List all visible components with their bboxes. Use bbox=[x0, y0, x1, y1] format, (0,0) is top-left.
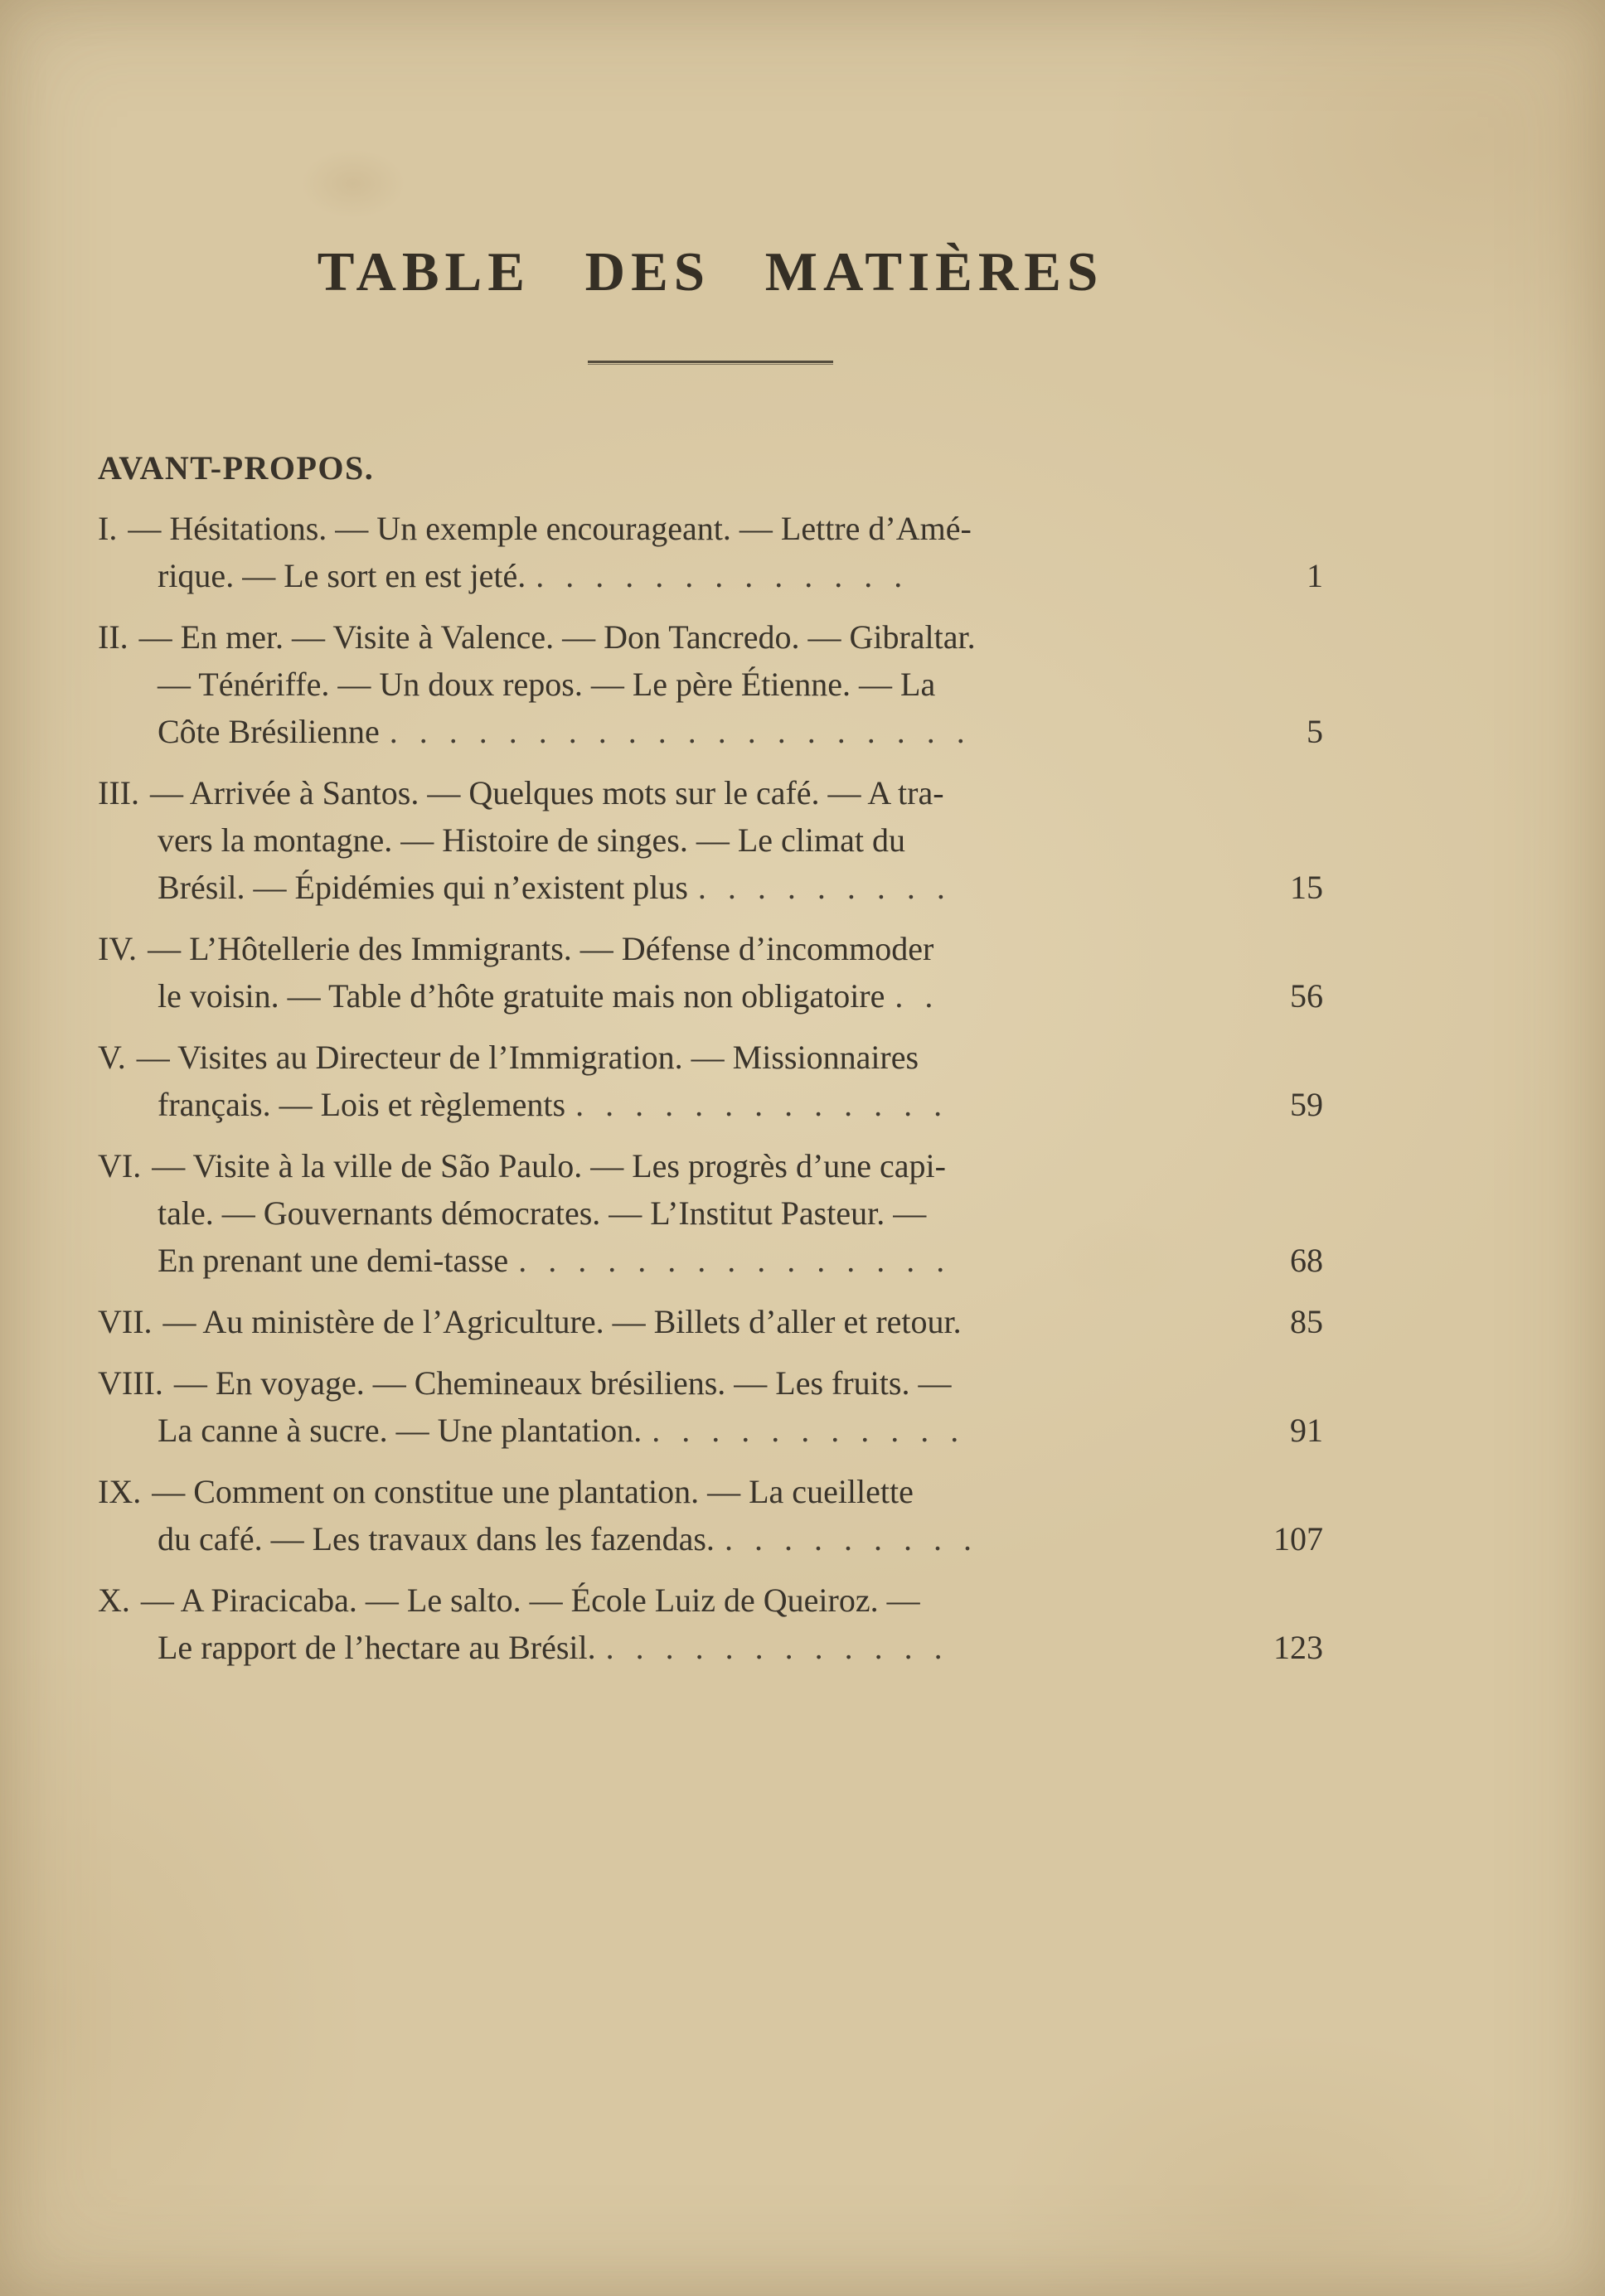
toc-entry-text: — Visite à la ville de São Paulo. — Les progrès d’une capi- bbox=[152, 1147, 946, 1184]
toc-entry-numeral: I. bbox=[98, 510, 118, 547]
dot-leader: . . bbox=[895, 977, 940, 1015]
toc-entry-text: — L’Hôtellerie des Immigrants. — Défense d’incommoder bbox=[148, 930, 934, 967]
toc-entry-numeral: IV. bbox=[98, 930, 138, 967]
toc-entry-line bbox=[98, 505, 1323, 552]
toc-entry-numeral: III. bbox=[98, 774, 139, 811]
toc-entry-line bbox=[98, 1359, 1323, 1407]
toc-entry-line bbox=[98, 1081, 1323, 1128]
dot-leader: . . . . . . . . . . . . . . . bbox=[518, 1242, 952, 1279]
toc-entry-page-number: 91 bbox=[1290, 1412, 1323, 1449]
toc-entry-text: — Hésitations. — Un exemple encourageant. — Lettre d’Amé- bbox=[128, 510, 972, 547]
toc-entry-page-number: 5 bbox=[1307, 713, 1323, 750]
toc-entry-line bbox=[98, 816, 1323, 864]
toc-entries bbox=[98, 505, 1323, 1671]
toc-entry-text: Côte Brésilienne bbox=[158, 713, 380, 750]
toc-entry-text: vers la montagne. — Histoire de singes. — Le climat du bbox=[158, 821, 906, 859]
toc-entry-line bbox=[98, 1189, 1323, 1237]
toc-entry-numeral: II. bbox=[98, 618, 128, 656]
toc-entry-text: — Au ministère de l’Agriculture. — Billets d’aller et retour. bbox=[162, 1303, 962, 1340]
table-of-contents bbox=[98, 444, 1323, 1671]
avant-propos-heading: AVANT-PROPOS. bbox=[98, 449, 375, 487]
toc-entry-numeral: VIII. bbox=[98, 1364, 163, 1402]
toc-entry bbox=[98, 1577, 1323, 1671]
toc-entry-page-number: 56 bbox=[1290, 977, 1323, 1015]
toc-entry-text: rique. — Le sort en est jeté. bbox=[158, 557, 526, 594]
toc-entry-line bbox=[98, 1407, 1323, 1454]
toc-entry-numeral: VII. bbox=[98, 1303, 153, 1340]
toc-entry bbox=[98, 1142, 1323, 1284]
toc-entry-text: — Ténériffe. — Un doux repos. — Le père Étienne. — La bbox=[158, 666, 936, 703]
toc-entry-numeral: V. bbox=[98, 1039, 126, 1076]
title-divider bbox=[588, 361, 833, 365]
page-content bbox=[98, 0, 1323, 1685]
toc-entry bbox=[98, 1359, 1323, 1454]
toc-entry bbox=[98, 1298, 1323, 1345]
toc-entry-page-number: 15 bbox=[1290, 869, 1323, 906]
dot-leader: . . . . . . . . . . . . . . . . . . . . bbox=[389, 713, 972, 750]
toc-entry-text: tale. — Gouvernants démocrates. — L’Institut Pasteur. — bbox=[158, 1194, 927, 1232]
toc-entry-text: du café. — Les travaux dans les fazendas. bbox=[158, 1520, 715, 1557]
toc-entry-text: La canne à sucre. — Une plantation. bbox=[158, 1412, 642, 1449]
dot-leader: . . . . . . . . . . . . . bbox=[536, 557, 909, 594]
toc-entry-page-number: 1 bbox=[1307, 557, 1323, 594]
dot-leader: . . . . . . . . . bbox=[697, 869, 952, 906]
toc-entry-line bbox=[98, 613, 1323, 661]
toc-entry-line bbox=[98, 661, 1323, 708]
toc-entry-page-number: 123 bbox=[1273, 1629, 1323, 1666]
toc-entry-line bbox=[98, 1298, 1323, 1345]
toc-entry-line bbox=[98, 708, 1323, 755]
toc-entry bbox=[98, 1468, 1323, 1562]
toc-entry-line bbox=[98, 925, 1323, 972]
toc-entry-line bbox=[98, 1034, 1323, 1081]
toc-entry bbox=[98, 769, 1323, 911]
toc-entry-line bbox=[98, 1624, 1323, 1671]
toc-entry-page-number: 59 bbox=[1290, 1086, 1323, 1123]
toc-entry-text: français. — Lois et règlements bbox=[158, 1086, 566, 1123]
toc-entry-line bbox=[98, 864, 1323, 911]
toc-entry-line bbox=[98, 972, 1323, 1020]
toc-entry-text: — Comment on constitue une plantation. — La cueillette bbox=[152, 1473, 914, 1510]
toc-entry-line bbox=[98, 1515, 1323, 1562]
toc-entry-line bbox=[98, 552, 1323, 599]
toc-entry bbox=[98, 925, 1323, 1020]
toc-entry bbox=[98, 1034, 1323, 1128]
toc-entry-numeral: X. bbox=[98, 1582, 130, 1619]
toc-entry-line bbox=[98, 1468, 1323, 1515]
dot-leader: . . . . . . . . . . . bbox=[652, 1412, 966, 1449]
toc-entry-page-number: 85 bbox=[1290, 1303, 1323, 1340]
dot-leader: . . . . . . . . . . . . bbox=[605, 1629, 949, 1666]
toc-entry bbox=[98, 613, 1323, 755]
toc-entry-line bbox=[98, 1237, 1323, 1284]
toc-entry-numeral: VI. bbox=[98, 1147, 142, 1184]
toc-entry-page-number: 68 bbox=[1290, 1242, 1323, 1279]
toc-entry-line bbox=[98, 1577, 1323, 1624]
toc-entry-text: Le rapport de l’hectare au Brésil. bbox=[158, 1629, 596, 1666]
toc-entry-text: — Visites au Directeur de l’Immigration. — Missionnaires bbox=[136, 1039, 919, 1076]
toc-entry-text: Brésil. — Épidémies qui n’existent plus bbox=[158, 869, 688, 906]
dot-leader: . . . . . . . . . . . . . bbox=[575, 1086, 949, 1123]
dot-leader: . . . . . . . . . bbox=[724, 1520, 978, 1557]
toc-entry-page-number: 107 bbox=[1273, 1520, 1323, 1557]
toc-entry-text: — Arrivée à Santos. — Quelques mots sur le café. — A tra- bbox=[149, 774, 944, 811]
toc-entry-text: le voisin. — Table d’hôte gratuite mais non obligatoire bbox=[158, 977, 885, 1015]
toc-entry-numeral: IX. bbox=[98, 1473, 142, 1510]
page-title: TABLE DES MATIÈRES bbox=[317, 241, 1104, 303]
toc-entry-text: — En mer. — Visite à Valence. — Don Tancredo. — Gibraltar. bbox=[138, 618, 976, 656]
toc-entry-line bbox=[98, 1142, 1323, 1189]
toc-entry-text: — A Piracicaba. — Le salto. — École Luiz de Queiroz. — bbox=[140, 1582, 920, 1619]
toc-entry-text: En prenant une demi-tasse bbox=[158, 1242, 509, 1279]
toc-entry-text: — En voyage. — Chemineaux brésiliens. — Les fruits. — bbox=[173, 1364, 952, 1402]
toc-entry bbox=[98, 505, 1323, 599]
toc-entry-line bbox=[98, 769, 1323, 816]
